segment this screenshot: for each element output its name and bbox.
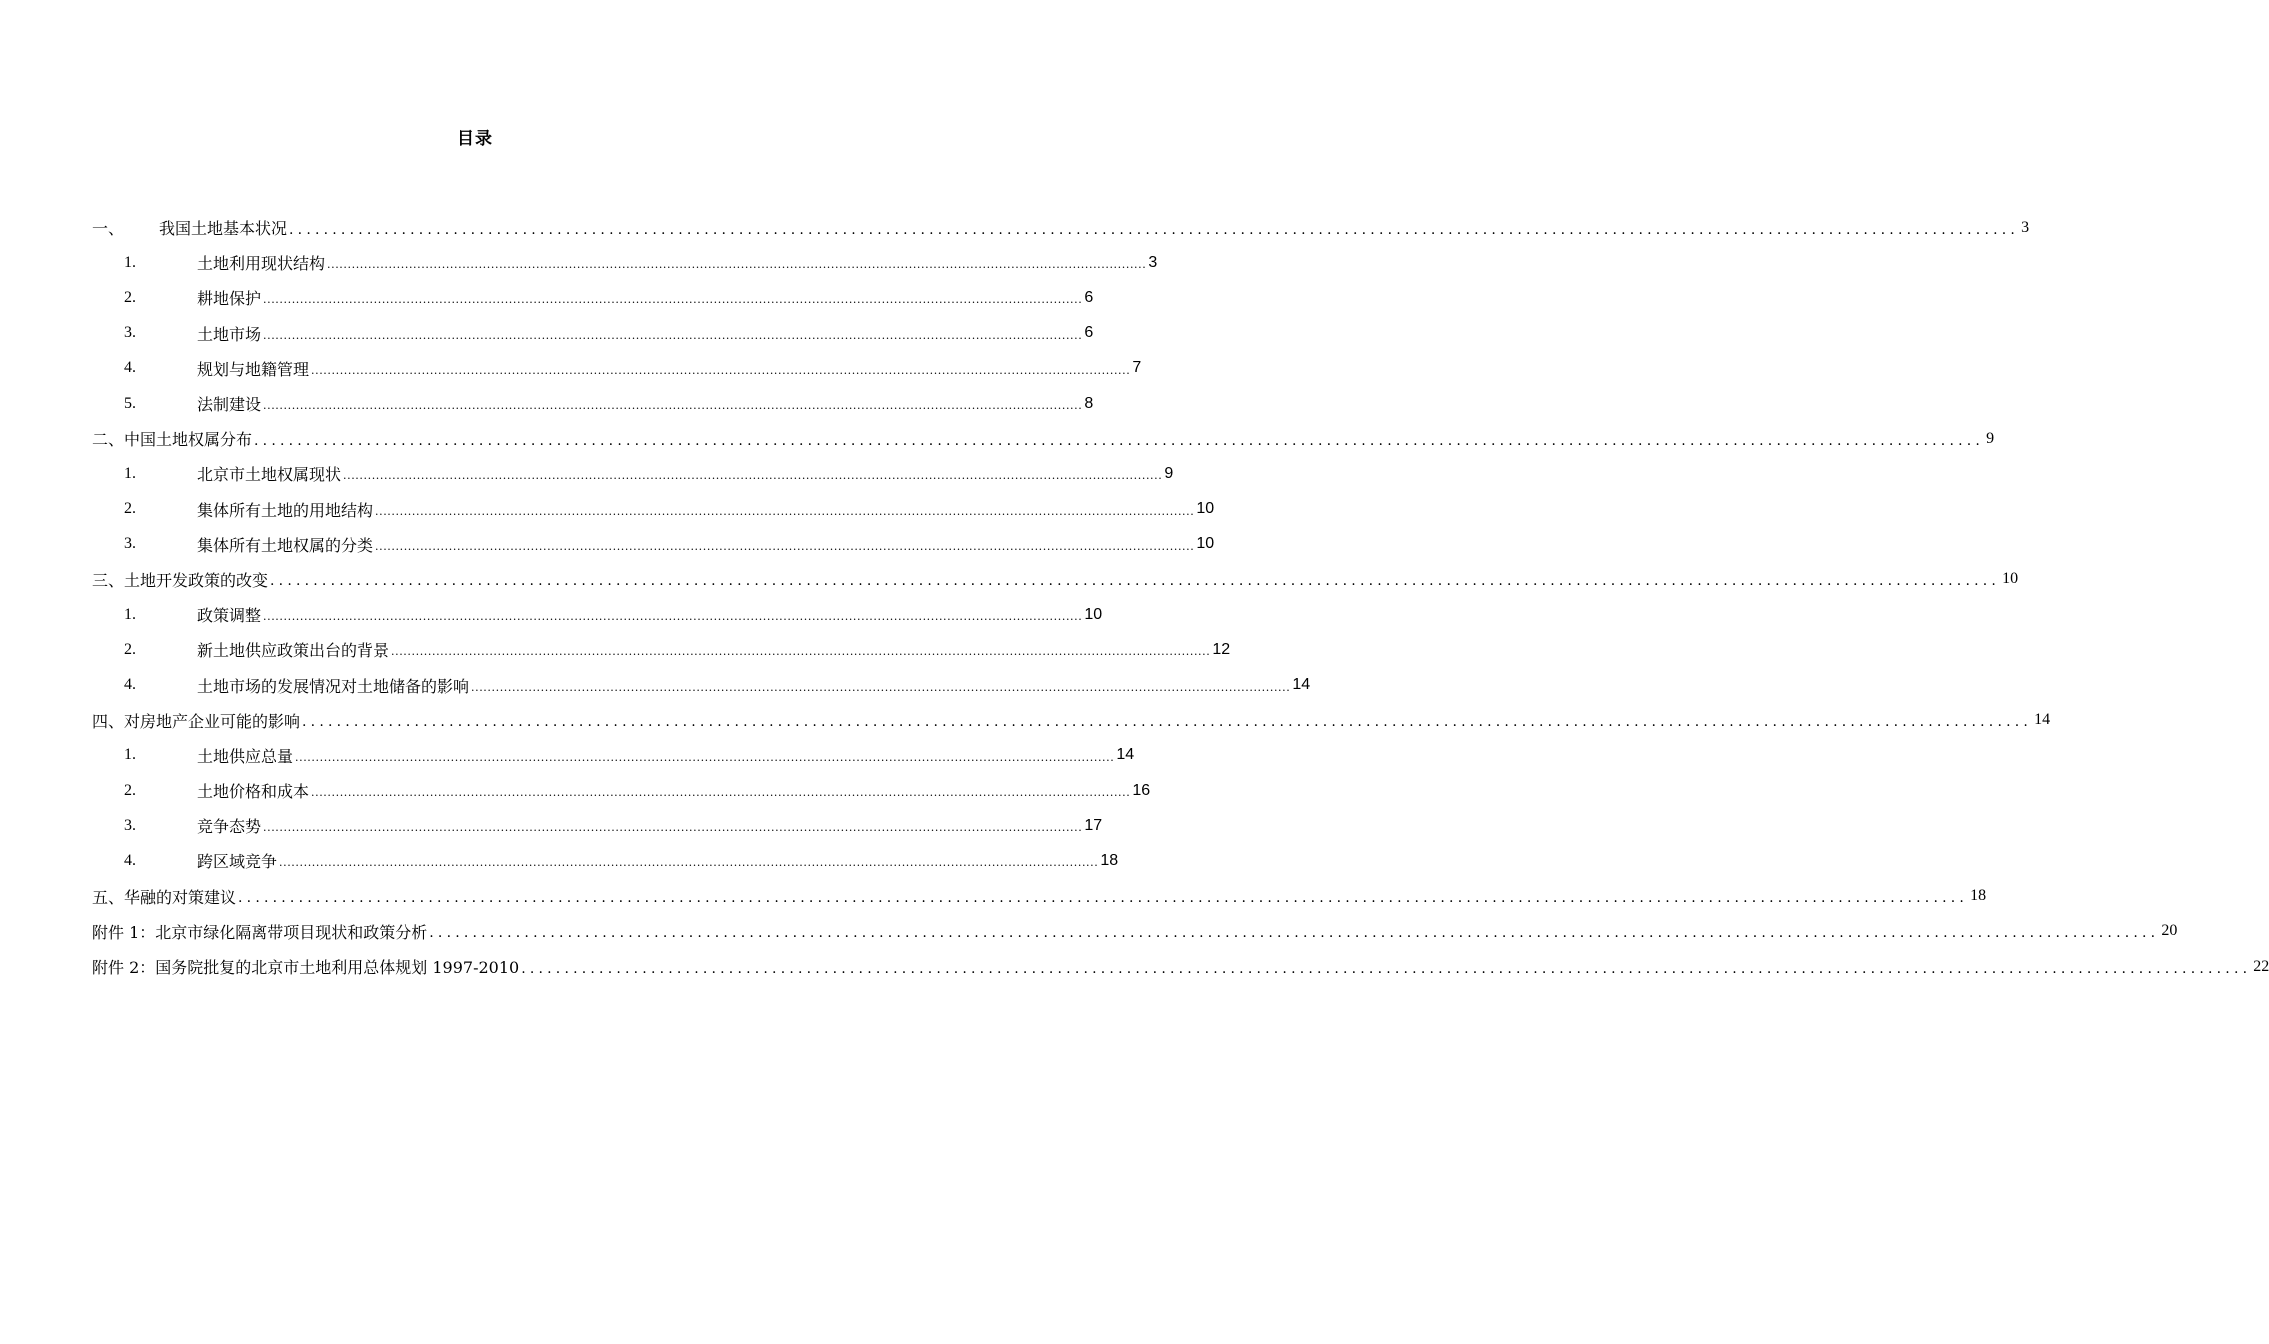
toc-entry-page-number: 6 xyxy=(1084,288,1094,306)
toc-entry-page-number: 10 xyxy=(2002,570,2019,588)
toc-entry[interactable] xyxy=(92,316,1094,351)
toc-entry-title: 四、对房地产企业可能的影响 xyxy=(92,711,301,731)
toc-entry[interactable] xyxy=(92,667,1311,702)
toc-entry-page-number: 12 xyxy=(1212,640,1231,658)
dot-leader: ........................................................................................................................................................................................................ xyxy=(263,821,1083,835)
toc-entry[interactable] xyxy=(92,949,2269,984)
toc-entry-number: 3. xyxy=(124,535,136,553)
toc-entry-title: 集体所有土地的用地结构 xyxy=(197,500,374,520)
toc-entry-page-number: 7 xyxy=(1132,359,1142,377)
toc-entry-number: 4. xyxy=(124,359,136,377)
toc-entry[interactable] xyxy=(92,492,1215,527)
toc-entry[interactable] xyxy=(92,210,2030,245)
toc-entry-title: 耕地保护 xyxy=(197,289,262,309)
dot-leader: ........................................................................................................................................................................................................ xyxy=(375,539,1195,553)
toc-entry[interactable] xyxy=(92,456,1174,491)
toc-title: 目录 xyxy=(457,129,493,149)
toc-entry[interactable] xyxy=(92,527,1215,562)
toc-entry-number: 4. xyxy=(124,851,136,869)
toc-entry-number: 2. xyxy=(124,781,136,799)
table-of-contents xyxy=(92,210,2269,984)
toc-entry-title: 土地市场的发展情况对土地储备的影响 xyxy=(197,676,470,696)
dot-leader: ........................................................................................................................................................................................................ xyxy=(263,399,1083,413)
toc-entry[interactable] xyxy=(92,703,2051,738)
toc-entry-page-number: 20 xyxy=(2161,922,2178,940)
toc-entry-title: 附件 2：国务院批复的北京市土地利用总体规划 1997-2010 xyxy=(92,958,520,978)
toc-entry-number: 1. xyxy=(124,746,136,764)
toc-entry-page-number: 10 xyxy=(1084,605,1103,623)
toc-entry-number: 2. xyxy=(124,500,136,518)
dot-leader: ........................................................................................................................................................................................................ xyxy=(391,645,1211,659)
toc-entry-title: 我国土地基本状况 xyxy=(159,219,288,239)
toc-entry[interactable] xyxy=(92,879,1987,914)
toc-entry[interactable] xyxy=(92,632,1231,667)
toc-entry[interactable] xyxy=(92,597,1103,632)
toc-entry[interactable] xyxy=(92,773,1151,808)
dot-leader: ........................................................................................................................................................................................................ xyxy=(289,221,2020,238)
dot-leader: ........................................................................................................................................................................................................ xyxy=(254,432,1985,449)
dot-leader: ........................................................................................................................................................................................................ xyxy=(521,960,2252,977)
toc-entry-number: 3. xyxy=(124,324,136,342)
toc-entry-title: 土地市场 xyxy=(197,324,262,344)
toc-entry-title: 法制建设 xyxy=(197,395,262,415)
toc-entry[interactable] xyxy=(92,245,1158,280)
toc-entry-page-number: 6 xyxy=(1084,324,1094,342)
dot-leader: ........................................................................................................................................................................................................ xyxy=(279,856,1099,870)
toc-entry[interactable] xyxy=(92,914,2178,949)
toc-entry-number: 1. xyxy=(124,253,136,271)
toc-entry-page-number: 14 xyxy=(2034,711,2051,729)
toc-entry-page-number: 3 xyxy=(2021,218,2030,236)
toc-entry-title: 集体所有土地权属的分类 xyxy=(197,535,374,555)
toc-entry-title: 土地供应总量 xyxy=(197,746,294,766)
toc-entry-title: 三、土地开发政策的改变 xyxy=(92,570,269,590)
toc-entry-number: 一、 xyxy=(92,219,125,239)
dot-leader: ........................................................................................................................................................................................................ xyxy=(327,258,1147,272)
toc-entry-title: 新土地供应政策出台的背景 xyxy=(197,641,390,661)
toc-entry-number: 4. xyxy=(124,676,136,694)
toc-entry-page-number: 14 xyxy=(1116,746,1135,764)
dot-leader: ........................................................................................................................................................................................................ xyxy=(311,786,1131,800)
toc-entry-title: 竞争态势 xyxy=(197,817,262,837)
dot-leader: ........................................................................................................................................................................................................ xyxy=(270,573,2001,590)
toc-entry[interactable] xyxy=(92,421,1995,456)
toc-entry-title: 政策调整 xyxy=(197,606,262,626)
toc-entry[interactable] xyxy=(92,562,2019,597)
toc-entry-page-number: 22 xyxy=(2253,957,2269,975)
toc-entry-page-number: 8 xyxy=(1084,394,1094,412)
toc-entry-title: 跨区域竞争 xyxy=(197,852,278,872)
toc-entry-page-number: 18 xyxy=(1970,887,1987,905)
toc-entry[interactable] xyxy=(92,808,1103,843)
toc-entry-title: 土地利用现状结构 xyxy=(197,254,326,274)
toc-entry-page-number: 14 xyxy=(1292,676,1311,694)
toc-entry-number: 3. xyxy=(124,816,136,834)
dot-leader: ........................................................................................................................................................................................................ xyxy=(311,363,1131,377)
dot-leader: ........................................................................................................................................................................................................ xyxy=(295,750,1115,764)
toc-entry-title: 土地价格和成本 xyxy=(197,782,310,802)
dot-leader: ........................................................................................................................................................................................................ xyxy=(238,890,1969,907)
toc-entry-number: 2. xyxy=(124,640,136,658)
toc-entry-number: 2. xyxy=(124,288,136,306)
dot-leader: ........................................................................................................................................................................................................ xyxy=(302,714,2033,731)
toc-entry-title: 规划与地籍管理 xyxy=(197,359,310,379)
toc-entry-number: 1. xyxy=(124,605,136,623)
toc-entry[interactable] xyxy=(92,280,1094,315)
toc-entry[interactable] xyxy=(92,843,1119,878)
toc-entry-page-number: 16 xyxy=(1132,781,1151,799)
toc-entry-number: 5. xyxy=(124,394,136,412)
dot-leader: ........................................................................................................................................................................................................ xyxy=(343,469,1163,483)
toc-entry-page-number: 10 xyxy=(1196,500,1215,518)
toc-entry-page-number: 17 xyxy=(1084,816,1103,834)
toc-entry-page-number: 10 xyxy=(1196,535,1215,553)
toc-entry[interactable] xyxy=(92,738,1135,773)
toc-entry-page-number: 9 xyxy=(1164,464,1174,482)
dot-leader: ........................................................................................................................................................................................................ xyxy=(263,610,1083,624)
toc-entry-number: 1. xyxy=(124,464,136,482)
dot-leader: ........................................................................................................................................................................................................ xyxy=(375,504,1195,518)
toc-entry-page-number: 18 xyxy=(1100,851,1119,869)
toc-entry[interactable] xyxy=(92,351,1142,386)
toc-entry-page-number: 3 xyxy=(1148,253,1158,271)
dot-leader: ........................................................................................................................................................................................................ xyxy=(429,925,2160,942)
toc-entry-page-number: 9 xyxy=(1986,429,1995,447)
toc-entry-title: 附件 1：北京市绿化隔离带项目现状和政策分析 xyxy=(92,922,428,942)
toc-entry[interactable] xyxy=(92,386,1094,421)
dot-leader: ........................................................................................................................................................................................................ xyxy=(263,293,1083,307)
dot-leader: ........................................................................................................................................................................................................ xyxy=(471,680,1291,694)
toc-entry-title: 北京市土地权属现状 xyxy=(197,465,342,485)
toc-entry-title: 五、华融的对策建议 xyxy=(92,887,237,907)
toc-entry-title: 二、中国土地权属分布 xyxy=(92,430,253,450)
dot-leader: ........................................................................................................................................................................................................ xyxy=(263,328,1083,342)
